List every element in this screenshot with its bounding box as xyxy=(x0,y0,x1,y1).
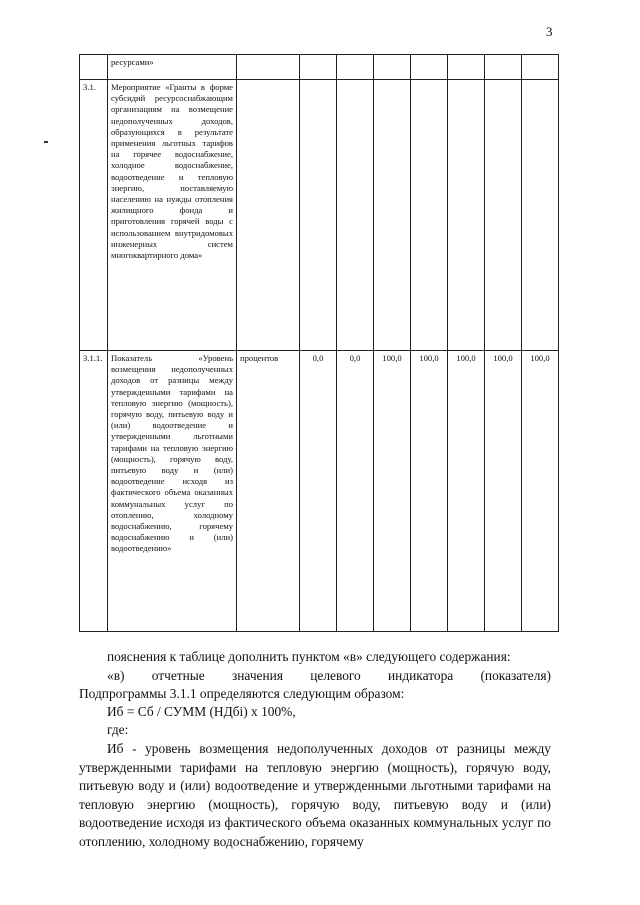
table-row xyxy=(80,80,559,351)
value-cell xyxy=(485,55,522,80)
row-unit-cell: процентов xyxy=(237,351,300,632)
value-cell xyxy=(300,80,337,351)
value-cell xyxy=(374,80,411,351)
value-cell xyxy=(300,55,337,80)
row-number-cell xyxy=(80,55,108,80)
value-cell xyxy=(374,55,411,80)
row-name-cell: Мероприятие «Гранты в форме субсидий ресурсоснабжающим организациям на возмещение недополученных доходов, образующихся в результате применения льготных тарифов на горячее водоснабжение, холодное водоснабжение, водоотведение и тепловую энергию, поставляемую населению на нужды отопления жилищного фонда и приготовления горячей воды с использованием внутридомовых инженерных систем многоквартирного дома» xyxy=(108,80,237,351)
value-cell xyxy=(522,80,559,351)
value-cell xyxy=(448,55,485,80)
table-row xyxy=(80,351,559,632)
value-cell: 0,0 xyxy=(300,351,337,632)
value-cell xyxy=(485,80,522,351)
value-cell xyxy=(522,55,559,80)
value-cell xyxy=(337,55,374,80)
value-cell xyxy=(411,80,448,351)
value-cell: 0,0 xyxy=(337,351,374,632)
value-cell: 100,0 xyxy=(374,351,411,632)
row-number-cell: 3.1. xyxy=(80,80,108,351)
paragraph-amendment-intro: пояснения к таблице дополнить пунктом «в» следующего содержания: xyxy=(107,649,511,664)
formula: Иб = Сб / СУММ (НДбi) х 100%, xyxy=(107,704,296,719)
row-name-cell: Показатель «Уровень возмещения недополученных доходов от разницы между утвержденными тарифами на тепловую энергию (мощность), горячую воду, питьевую воду и (или) водоотведение и утвержденными льготными тарифами на тепловую энергию (мощность), горячую воду, питьевую воду и (или) водоотведение исходя из фактического объема оказанных коммунальных услуг по отоплению, холодному водоснабжению, горячему водоснабжению и (или) водоотведению» xyxy=(108,351,237,632)
page-number: 3 xyxy=(546,24,553,39)
indicators-table xyxy=(79,54,559,632)
value-cell xyxy=(411,55,448,80)
paragraph-item-v: «в) отчетные значения целевого индикатора (показателя) xyxy=(107,668,551,683)
value-cell xyxy=(448,80,485,351)
row-number-cell: 3.1.1. xyxy=(80,351,108,632)
value-cell: 100,0 xyxy=(448,351,485,632)
scan-mark xyxy=(44,141,48,143)
formula-where: где: xyxy=(107,722,129,737)
value-cell xyxy=(337,80,374,351)
row-name-cell: ресурсами» xyxy=(108,55,237,80)
value-cell: 100,0 xyxy=(522,351,559,632)
table-row xyxy=(80,55,559,80)
row-unit-cell xyxy=(237,80,300,351)
value-cell: 100,0 xyxy=(411,351,448,632)
paragraph-definition: Иб - уровень возмещения недополученных доходов от разницы между утвержденными тарифами на тепловую энергию (мощность), горячую воду, питьевую воду и (или) водоотведение и утвержденными льготными тарифами на тепловую энергию (мощность), горячую воду, питьевую воду и (или) водоотведение исходя из фактического объема оказанных коммунальных услуг по отоплению, холодному водоснабжению, горячему xyxy=(79,741,551,849)
row-unit-cell xyxy=(237,55,300,80)
value-cell: 100,0 xyxy=(485,351,522,632)
paragraph-subprogram: Подпрограммы 3.1.1 определяются следующим образом: xyxy=(79,686,405,701)
